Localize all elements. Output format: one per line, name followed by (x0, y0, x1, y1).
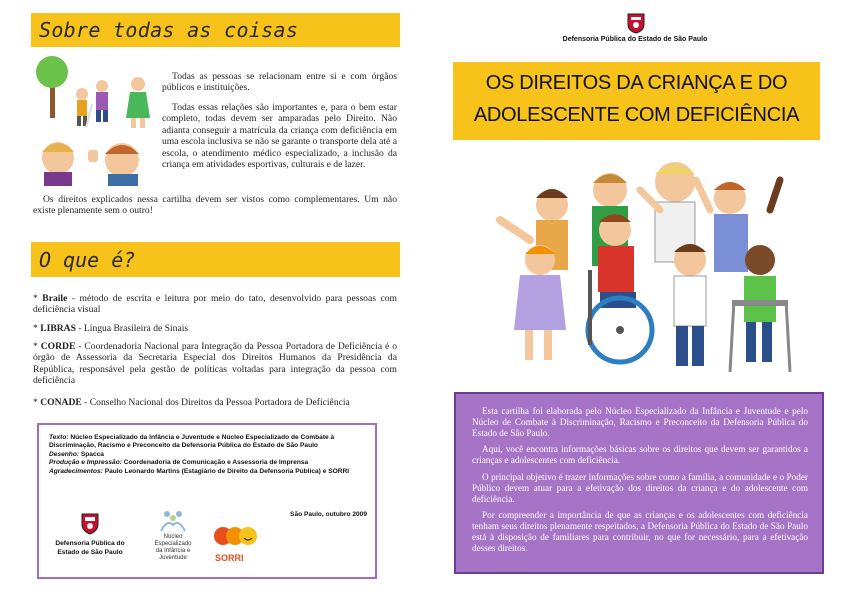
section-banner-sobre (31, 13, 400, 47)
title-line-1: OS DIREITOS DA CRIANÇA E DO (485, 72, 788, 94)
state-coat-of-arms-icon (79, 511, 101, 535)
credits-box (37, 423, 377, 579)
title-line-2: ADOLESCENTE COM DEFICIÊNCIA (473, 104, 800, 126)
logo-nucleo-text (145, 534, 201, 562)
credits-producao (49, 459, 367, 467)
credits-agradecimentos (49, 468, 367, 476)
info-paragraph-1: Esta cartilha foi elaborada pelo Núcleo Especializado da Infância e Juventude e pelo Núcleo de Combate à Discriminação, Racismo e Preconceito da Defensoria Pública do Estado de São Paulo. (472, 406, 808, 438)
glossary-item-libras: * LIBRAS - Língua Brasileira de Sinais (33, 323, 189, 334)
section-banner-oque (31, 242, 400, 277)
credits-label: Desenho: (49, 450, 80, 458)
section-heading-oque: O que é? (39, 248, 136, 272)
credits-label: Agradecimentos: (49, 467, 103, 475)
logo-defensoria-line2: Estado de São Paulo (57, 549, 123, 556)
state-coat-of-arms-icon (626, 12, 646, 34)
logo-nucleo-line: da Infância e (155, 548, 191, 554)
info-paragraph-3: O principal objetivo é trazer informações sobre como a família, a comunidade e o Poder Público devem atuar para a efetivação dos direitos da criança e do adolescente com deficiência. (472, 471, 808, 504)
credits-label: Produção e Impressão: (49, 459, 122, 467)
info-box-text (472, 406, 808, 560)
intro-paragraph-2: Todas essas relações são importantes e, para o bem estar completo, todas devem ser amparadas pelo Direito. Não adianta conseguir a matrícula da criança com deficiência em uma escola inclusiva se não se garante o transporte dela até a escola, o atendimento médico especializado, a inclusão da criança em atividades esportivas, culturais e de lazer. (162, 102, 397, 171)
intro-paragraph-1: Todas as pessoas se relacionam entre si e com órgãos públicos e instituições. (162, 71, 397, 94)
info-paragraph-4: Por compreender a importância de que as crianças e os adolescentes com deficiência tenham seus direitos plenamente respeitados, a Defensoria Pública do Estado de São Paulo está à disposição de familiares para contribuir, no que for necessário, para a efetivação desses direitos. (472, 510, 808, 553)
credits-value: Coordenadoria de Comunicação e Assessoria de Imprensa (121, 459, 309, 467)
glossary-term: CORDE (40, 341, 76, 352)
nucleo-logo-icon (159, 509, 187, 533)
glossary-def: - Conselho Nacional dos Direitos da Pessoa Portadora de Deficiência (81, 397, 350, 408)
glossary-def: - Língua Brasileira de Sinais (75, 323, 189, 334)
logo-nucleo-line: Especializado (154, 541, 192, 547)
logo-sorri-text: SORRI (215, 553, 244, 563)
glossary-item-braile: * Braile - método de escrita e leitura por meio do tato, desenvolvido para pessoas com deficiência visual (33, 293, 397, 316)
info-paragraph-2: Aqui, você encontra informações básicas sobre os direitos que devem ser garantidos a crianças e adolescentes com deficiência. (472, 444, 808, 466)
info-box (454, 392, 824, 574)
glossary-term: LIBRAS (40, 323, 76, 334)
title-banner (453, 62, 820, 140)
credits-texto (49, 434, 367, 451)
glossary-def: - método de escrita e leitura por meio do tato, desenvolvido para pessoas com deficiência visual (33, 293, 397, 316)
intro-paragraph-3: Os direitos explicados nessa cartilha devem ser vistos como complementares. Um não existe plenamente sem o outro! (33, 194, 397, 217)
glossary-def: - Coordenadoria Nacional para Integração da Pessoa Portadora de Deficiência é o órgão de Assessoria da Secretaria Especial dos Direitos Humanos da Presidência da República, responsável pela gestão de políticas voltadas para integração da pessoa com deficiência (33, 341, 397, 387)
sorri-logo-icon (213, 525, 259, 551)
credits-value: Núcleo Especializado da Infância e Juventude e Núcleo Especializado de Combate à Discriminação, Racismo e Preconceito da Defensoria Pública do Estado de São Paulo (49, 434, 335, 450)
credits-date: São Paulo, outubro 2009 (290, 511, 367, 518)
credits-text (49, 434, 367, 476)
glossary-term: Braile (42, 293, 68, 304)
logo-defensoria-line1: Defensoria Pública do (55, 540, 125, 547)
logo-nucleo-line: Núcleo (163, 534, 183, 540)
publisher-header: Defensoria Pública do Estado de São Paulo (562, 36, 708, 43)
logo-nucleo-line: Juventude (159, 555, 187, 561)
glossary-item-conade: * CONADE - Conselho Nacional dos Direitos da Pessoa Portadora de Deficiência (33, 397, 350, 408)
credits-value: Spacca (79, 450, 104, 458)
glossary-item-corde: * CORDE - Coordenadoria Nacional para Integração da Pessoa Portadora de Deficiência é o órgão de Assessoria da Secretaria Especial dos Direitos Humanos da Presidência da República, responsável pela gestão de políticas voltadas para integração da pessoa com deficiência (33, 341, 397, 387)
group-illustration (470, 150, 810, 380)
people-illustration (30, 56, 160, 186)
glossary-term: CONADE (40, 397, 82, 408)
credits-desenho (49, 451, 367, 459)
section-heading-sobre: Sobre todas as coisas (39, 18, 299, 42)
credits-value: Paulo Leonardo Martins (Estagiário de Direito da Defensoria Pública) e SORRI (102, 467, 350, 475)
credits-label: Texto: (49, 434, 69, 441)
